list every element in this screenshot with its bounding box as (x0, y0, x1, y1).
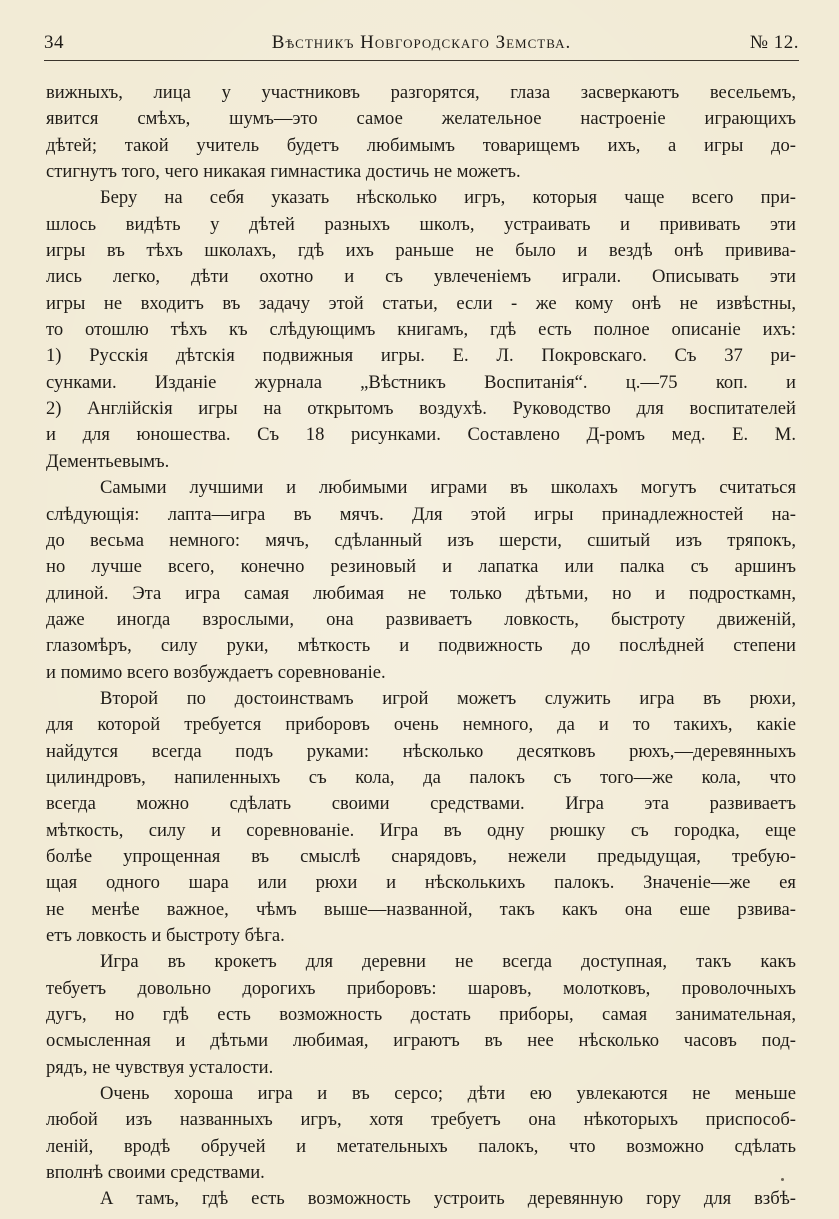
issue-number: № 12. (749, 32, 799, 53)
text-line: даже иногда взрослыми, она развиваетъ ловкость, быстроту движеній, (46, 608, 796, 630)
text-line: лись легко, дѣти охотно и съ увлеченіемъ играли. Описывать эти (46, 266, 796, 288)
text-line: слѣдующія: лапта—игра въ мячъ. Для этой игры принадлежностей на- (46, 503, 796, 525)
text-line: и помимо всего возбуждаетъ соревнованіе. (46, 661, 386, 683)
text-line: глазомѣръ, силу руки, мѣткость и подвижность до послѣдней степени (46, 635, 796, 657)
text-line: цилиндровъ, напиленныхъ съ кола, да палокъ съ того—же кола, что (46, 766, 796, 788)
text-line: игры не входитъ въ задачу этой статьи, если - же кому онѣ не извѣстны, (46, 292, 796, 314)
text-line: вижныхъ, лица у участниковъ разгорятся, глаза засверкаютъ весельемъ, (46, 82, 796, 103)
text-line: вполнѣ своими средствами. (46, 1162, 265, 1184)
text-line: не менѣе важное, чѣмъ выше—названной, такъ какъ она еше рзвива- (46, 898, 796, 920)
page-speck (781, 1178, 784, 1181)
text-line: дѣтей; такой учитель будетъ любимымъ товарищемъ ихъ, а игры до- (46, 134, 796, 156)
text-line: явится смѣхъ, шумъ—это самое желательное настроеніе играющихъ (46, 108, 796, 130)
text-line: до весьма немного: мячъ, сдѣланный изъ шерсти, сшитый изъ тряпокъ, (46, 529, 796, 551)
text-line: любой изъ названныхъ игръ, хотя требуетъ она нѣкоторыхъ приспособ- (46, 1109, 796, 1131)
text-line: рядъ, не чувствуя усталости. (46, 1056, 274, 1078)
text-line: леній, вродѣ обручей и метательныхъ палокъ, что возможно сдѣлать (46, 1135, 796, 1157)
text-line: тебуетъ довольно дорогихъ приборовъ: шаровъ, молотковъ, проволочныхъ (46, 977, 796, 999)
text-line: для которой требуется приборовъ очень немного, да и то такихъ, какіе (46, 714, 796, 736)
text-line: мѣткость, силу и соревнованіе. Игра въ одну рюшку съ городка, еще (46, 819, 796, 841)
text-line: болѣе упрощенная въ смыслѣ снарядовъ, нежели предыдущая, требую- (46, 845, 796, 867)
text-line: шлось видѣть у дѣтей разныхъ школъ, устраивать и прививать эти (46, 213, 796, 235)
text-line: Второй по достоинствамъ игрой можетъ служить игра въ рюхи, (100, 687, 796, 709)
journal-title: Вѣстникъ Новгородскаго Земства. (271, 32, 572, 53)
header-rule (44, 60, 799, 61)
text-line: дугъ, но гдѣ есть возможность достать приборы, самая занимательная, (46, 1004, 796, 1026)
text-line: найдутся всегда подъ руками: нѣсколько десятковъ рюхъ,—деревянныхъ (46, 740, 796, 762)
text-line: 1) Русскія дѣтскія подвижныя игры. Е. Л. Покровскаго. Съ 37 ри- (46, 345, 796, 367)
text-line: етъ ловкость и быстроту бѣга. (46, 925, 285, 946)
page-number: 34 (44, 32, 64, 53)
text-line: щая одного шара или рюхи и нѣсколькихъ палокъ. Значеніе—же ея (46, 872, 796, 894)
text-line: то отошлю тѣхъ къ слѣдующимъ книгамъ, гдѣ есть полное описаніе ихъ: (46, 319, 796, 341)
text-line: Очень хороша игра и въ серсо; дѣти ею увлекаются не меньше (100, 1083, 796, 1105)
text-line: Игра въ крокетъ для деревни не всегда доступная, такъ какъ (100, 951, 796, 973)
text-line: всегда можно сдѣлать своими средствами. Игра эта развиваетъ (46, 793, 796, 815)
page-header (44, 32, 799, 58)
text-line: длиной. Эта игра самая любимая не только дѣтьми, но и подросткамн, (46, 582, 796, 604)
text-line: сунками. Изданіе журнала „Вѣстникъ Воспитанія“. ц.—75 коп. и (46, 371, 796, 393)
article-body (46, 80, 796, 1213)
text-line: но лучше всего, конечно резиновый и лапатка или палка съ аршинъ (46, 556, 796, 578)
text-line: Дементьевымъ. (46, 450, 170, 472)
text-line: Самыми лучшими и любимыми играми въ школахъ могутъ считаться (100, 477, 796, 499)
text-line: и для юношества. Съ 18 рисунками. Составлено Д-ромъ мед. Е. М. (46, 424, 796, 446)
text-line: Беру на себя указать нѣсколько игръ, которыя чаще всего при- (100, 187, 796, 209)
text-line: А тамъ, гдѣ есть возможность устроить деревянную гору для взбѣ- (100, 1188, 796, 1210)
text-line: 2) Англійскія игры на открытомъ воздухѣ. Руководство для воспитателей (46, 398, 796, 420)
text-line: стигнутъ того, чего никакая гимнастика достичь не можетъ. (46, 161, 521, 183)
text-line: игры въ тѣхъ школахъ, гдѣ ихъ раньше не было и вездѣ онѣ привива- (46, 240, 796, 262)
text-line: осмысленная и дѣтьми любимая, играютъ въ нее нѣсколько часовъ под- (46, 1030, 796, 1052)
